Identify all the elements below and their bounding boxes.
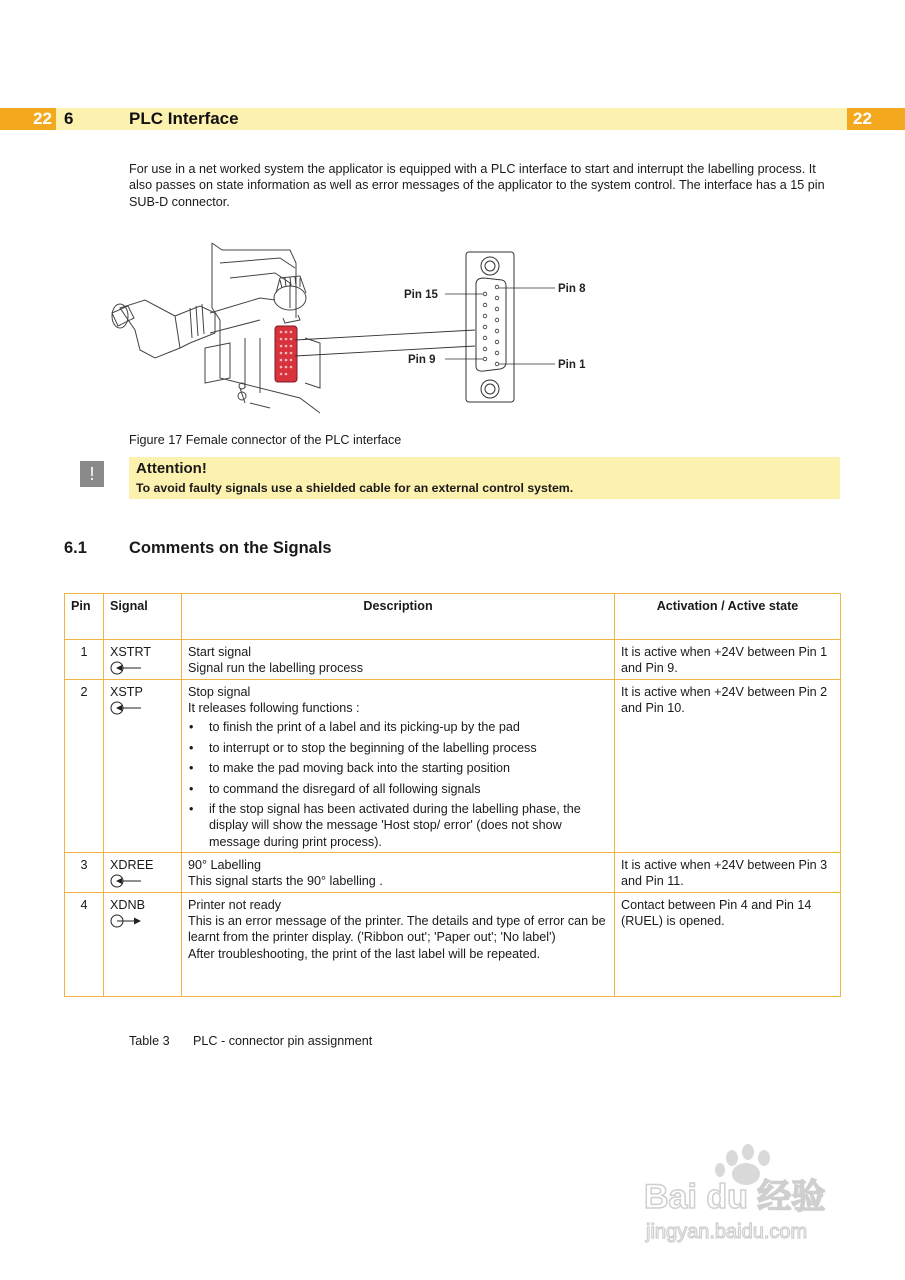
function-list: [188, 719, 608, 850]
desc-line: After troubleshooting, the print of the last label will be repeated.: [188, 946, 541, 961]
cell-description: [182, 853, 615, 893]
page-number-left: 22: [0, 108, 56, 130]
table-caption: [129, 1034, 372, 1048]
watermark-brand: Bai du 经验: [644, 1178, 826, 1216]
signal-table: [64, 593, 841, 997]
cell-signal: [104, 679, 182, 852]
cell-activation: It is active when +24V between Pin 3 and Pin 11.: [615, 853, 841, 893]
header-pin: Pin: [65, 594, 104, 640]
section-title: Comments on the Signals: [129, 539, 332, 557]
cell-signal: [104, 640, 182, 680]
list-item: • to interrupt or to stop the beginning of the labelling process: [188, 740, 608, 756]
list-item: • to finish the print of a label and its picking-up by the pad: [188, 719, 608, 735]
header-signal: Signal: [104, 594, 182, 640]
header-description: Description: [182, 594, 615, 640]
intro-paragraph: For use in a net worked system the applicator is equipped with a PLC interface to start and interrupt the labelling process. It also passes on state information as well as error messages of the applicator to the system control. The interface has a 15 pin SUB-D connector.: [129, 162, 825, 209]
table-caption-text: PLC - connector pin assignment: [193, 1034, 373, 1048]
table-row: [65, 853, 841, 893]
section-number: 6.1: [64, 539, 87, 557]
desc-line: Signal run the labelling process: [188, 661, 364, 676]
table-row: [65, 679, 841, 852]
input-arrow-icon: [110, 874, 142, 888]
table-row: [65, 640, 841, 680]
pin8-label: Pin 8: [558, 283, 586, 295]
desc-line: It releases following functions :: [188, 700, 360, 715]
cell-description: [182, 640, 615, 680]
signal-name: XSTRT: [110, 645, 152, 659]
input-arrow-icon: [110, 701, 142, 715]
desc-line: This is an error message of the printer. The details and type of error can be learnt from the printer display. ('Ribbon out'; 'Paper out'; 'No label'): [188, 913, 606, 945]
attention-text: To avoid faulty signals use a shielded cable for an external control system.: [136, 481, 574, 495]
cell-description: [182, 679, 615, 852]
cell-pin: 3: [65, 853, 104, 893]
signal-name: XDNB: [110, 897, 145, 912]
cell-pin: 2: [65, 679, 104, 852]
baidu-watermark: [640, 1140, 860, 1250]
table-header-row: [65, 594, 841, 640]
desc-line: 90° Labelling: [188, 858, 261, 873]
cell-activation: It is active when +24V between Pin 2 and Pin 10.: [615, 679, 841, 852]
warning-icon: !: [80, 461, 104, 487]
connector-figure: [100, 238, 620, 420]
list-item: • to make the pad moving back into the starting position: [188, 760, 608, 776]
chapter-number: 6: [64, 109, 74, 128]
signal-name: XSTP: [110, 684, 143, 699]
output-arrow-icon: [110, 914, 142, 928]
dsub-pins: [483, 285, 499, 366]
cell-signal: [104, 853, 182, 893]
cell-activation: Contact between Pin 4 and Pin 14 (RUEL) is opened.: [615, 892, 841, 996]
table-caption-label: Table 3: [129, 1034, 170, 1048]
signal-name: XDREE: [110, 858, 154, 873]
input-arrow-icon: [110, 661, 142, 675]
desc-line: Start signal: [188, 645, 251, 659]
page-number-right: 22: [847, 108, 905, 130]
header-activation: Activation / Active state: [615, 594, 841, 640]
pin1-label: Pin 1: [558, 359, 586, 371]
desc-line: This signal starts the 90° labelling .: [188, 874, 383, 889]
pin9-label: Pin 9: [408, 354, 436, 366]
table-row: [65, 892, 841, 996]
chapter-title: PLC Interface: [129, 109, 239, 128]
cell-pin: 1: [65, 640, 104, 680]
cell-description: [182, 892, 615, 996]
dsub-connector: [466, 252, 514, 402]
desc-line: Printer not ready: [188, 897, 282, 912]
cell-signal: [104, 892, 182, 996]
attention-title: Attention!: [136, 460, 207, 477]
cell-pin: 4: [65, 892, 104, 996]
list-item: • if the stop signal has been activated during the labelling phase, the display will show the message 'Host stop/ error' (does not show message during print process).: [188, 801, 608, 850]
list-item: • to command the disregard of all following signals: [188, 781, 608, 797]
cell-activation: It is active when +24V between Pin 1 and Pin 9.: [615, 640, 841, 680]
watermark-url: jingyan.baidu.com: [646, 1221, 808, 1243]
desc-line: Stop signal: [188, 684, 251, 699]
pin15-label: Pin 15: [404, 289, 438, 301]
figure-caption: Figure 17 Female connector of the PLC interface: [129, 433, 402, 447]
